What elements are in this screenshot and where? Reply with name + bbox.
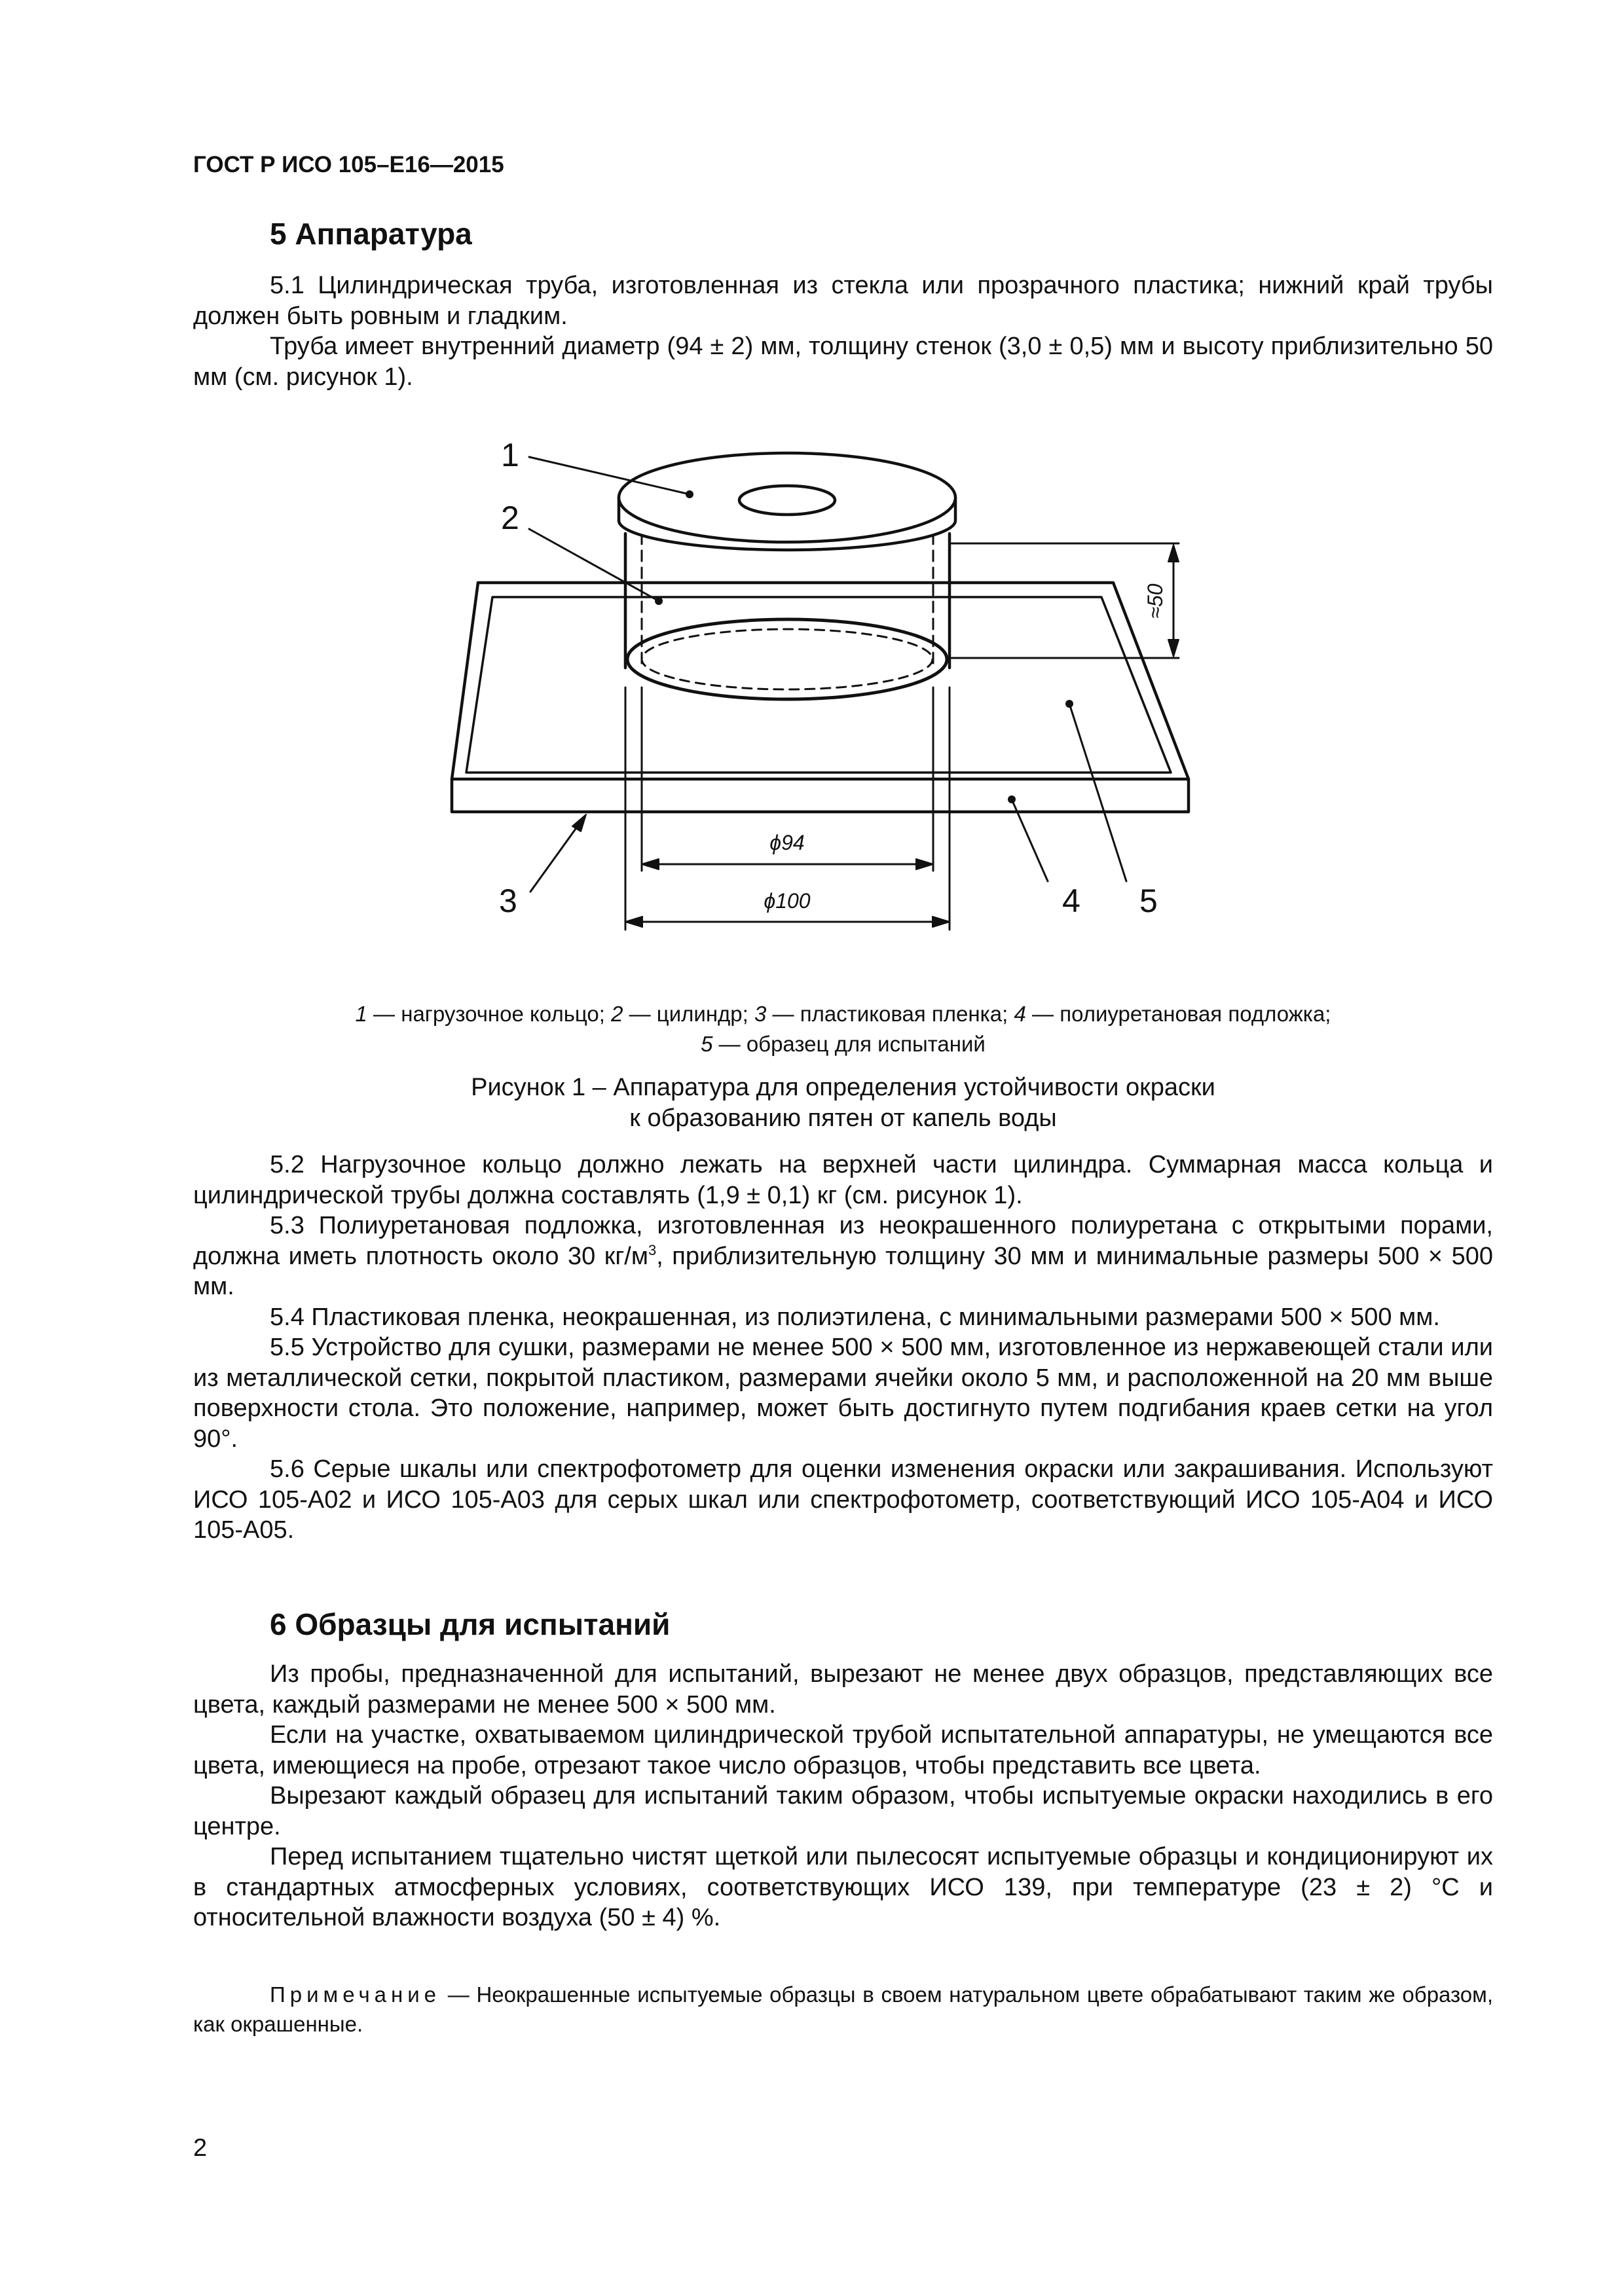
- legend-text: — полиуретановая подложка;: [1025, 1002, 1331, 1026]
- test-specimen-shape: [466, 597, 1171, 773]
- paragraph-6-3: Вырезают каждый образец для испытаний таким образом, чтобы испытуемые окраски находились в его центре.: [193, 1782, 1493, 1840]
- section-5-heading: 5 Аппаратура: [270, 217, 472, 251]
- label-1: 1: [501, 437, 519, 473]
- note: [193, 1980, 1493, 2039]
- legend-text: — пластиковая пленка;: [766, 1002, 1014, 1026]
- paragraph-6-2: Если на участке, охватываемом цилиндрической трубой испытательной аппаратуры, не умещаются все цвета, имеющиеся на пробе, отрезают такое число образцов, чтобы представить все цвета.: [193, 1721, 1493, 1779]
- legend-line: [193, 1029, 1493, 1059]
- cylinder-bottom-ellipse: [627, 619, 947, 699]
- legend-line: [193, 999, 1493, 1029]
- paragraph-5-5: 5.5 Устройство для сушки, размерами не менее 500 × 500 мм, изготовленное из нержавеющей стали или из металлической сетки, покрытой пластиком, размерами ячейки около 5 мм, и расположенной на 20 мм выше поверхности стола. Это положение, например, может быть достигнуто путем подгибания краев сетки на угол 90°.: [193, 1334, 1493, 1453]
- paragraph-5-3: 5.3 Полиуретановая подложка, изготовленная из неокрашенного полиуретана с открытыми порами, должна иметь плотность около 30 $кг/м^3$, приблизительную толщину 30 мм и минимальные размеры 500 × 500 мм.: [193, 1212, 1493, 1300]
- paragraph-5-6: 5.6 Серые шкалы или спектрофотометр для оценки изменения окраски или закрашивания. Используют ИСО 105-А02 и ИСО 105-А03 для серых шкал или спектрофотометр, соответствующий ИСО 105-А04 и ИСО 105-А05.: [193, 1455, 1493, 1544]
- paragraph-5-2: 5.2 Нагрузочное кольцо должно лежать на верхней части цилиндра. Суммарная масса кольца и цилиндрической трубы должна составлять (1,9 ± 0,1) кг (см. рисунок 1).: [193, 1151, 1493, 1209]
- legend-text: — нагрузочное кольцо;: [367, 1002, 612, 1026]
- section-6-body: [193, 1659, 1493, 1933]
- legend-text: — образец для испытаний: [712, 1032, 986, 1056]
- polyurethane-base-shape: [452, 779, 1189, 812]
- inner-diameter-label: ϕ94: [769, 831, 805, 854]
- plastic-film-shape: [452, 583, 1189, 779]
- legend-number: 4: [1014, 1002, 1026, 1026]
- figure-legend: [193, 999, 1493, 1059]
- caption-line: к образованию пятен от капель воды: [629, 1104, 1057, 1132]
- label-4: 4: [1062, 883, 1080, 919]
- label-5: 5: [1139, 883, 1158, 919]
- paragraph-5-1: 5.1 Цилиндрическая труба, изготовленная из стекла или прозрачного пластика; нижний край трубы должен быть ровным и гладким.: [193, 272, 1493, 330]
- height-dimension-label: ≈50: [1143, 583, 1167, 619]
- paragraph-5-4: 5.4 Пластиковая пленка, неокрашенная, из полиэтилена, с минимальными размерами 500 × 500 мм.: [270, 1303, 1440, 1331]
- note-text: — Неокрашенные испытуемые образцы в своем натуральном цвете обрабатывают таким же образом, как окрашенные.: [193, 1982, 1493, 2036]
- section-5-continued: [193, 1150, 1493, 1546]
- note-label: Примечание: [270, 1982, 441, 2007]
- paragraph-tube-dimensions: Труба имеет внутренний диаметр (94 ± 2) мм, толщину стенок (3,0 ± 0,5) мм и высоту приблизительно 50 мм (см. рисунок 1).: [193, 333, 1493, 391]
- legend-text: — цилиндр;: [623, 1002, 754, 1026]
- label-2: 2: [501, 500, 519, 536]
- legend-number: 5: [701, 1032, 713, 1056]
- label-3: 3: [499, 883, 517, 919]
- paragraph-6-1: Из пробы, предназначенной для испытаний, вырезают не менее двух образцов, представляющих все цвета, каждый размерами не менее 500 × 500 мм.: [193, 1660, 1493, 1719]
- paragraph-6-4: Перед испытанием тщательно чистят щеткой или пылесосят испытуемые образцы и кондиционируют их в стандартных атмосферных условиях, соответствующих ИСО 139, при температуре (23 ± 2) °С и относительной влажности воздуха (50 ± 4) %.: [193, 1843, 1493, 1931]
- page-number: 2: [193, 2134, 208, 2162]
- apparatus-figure: [0, 0, 1624, 995]
- section-6-heading: 6 Образцы для испытаний: [270, 1607, 671, 1641]
- figure-caption: [193, 1072, 1493, 1134]
- caption-line: Рисунок 1 – Аппаратура для определения устойчивости окраски: [471, 1074, 1215, 1101]
- standard-id: ГОСТ Р ИСО 105–Е16—2015: [193, 152, 504, 177]
- outer-diameter-label: ϕ100: [764, 889, 811, 913]
- legend-number: 2: [611, 1002, 623, 1026]
- legend-number: 1: [355, 1002, 367, 1026]
- legend-number: 3: [754, 1002, 767, 1026]
